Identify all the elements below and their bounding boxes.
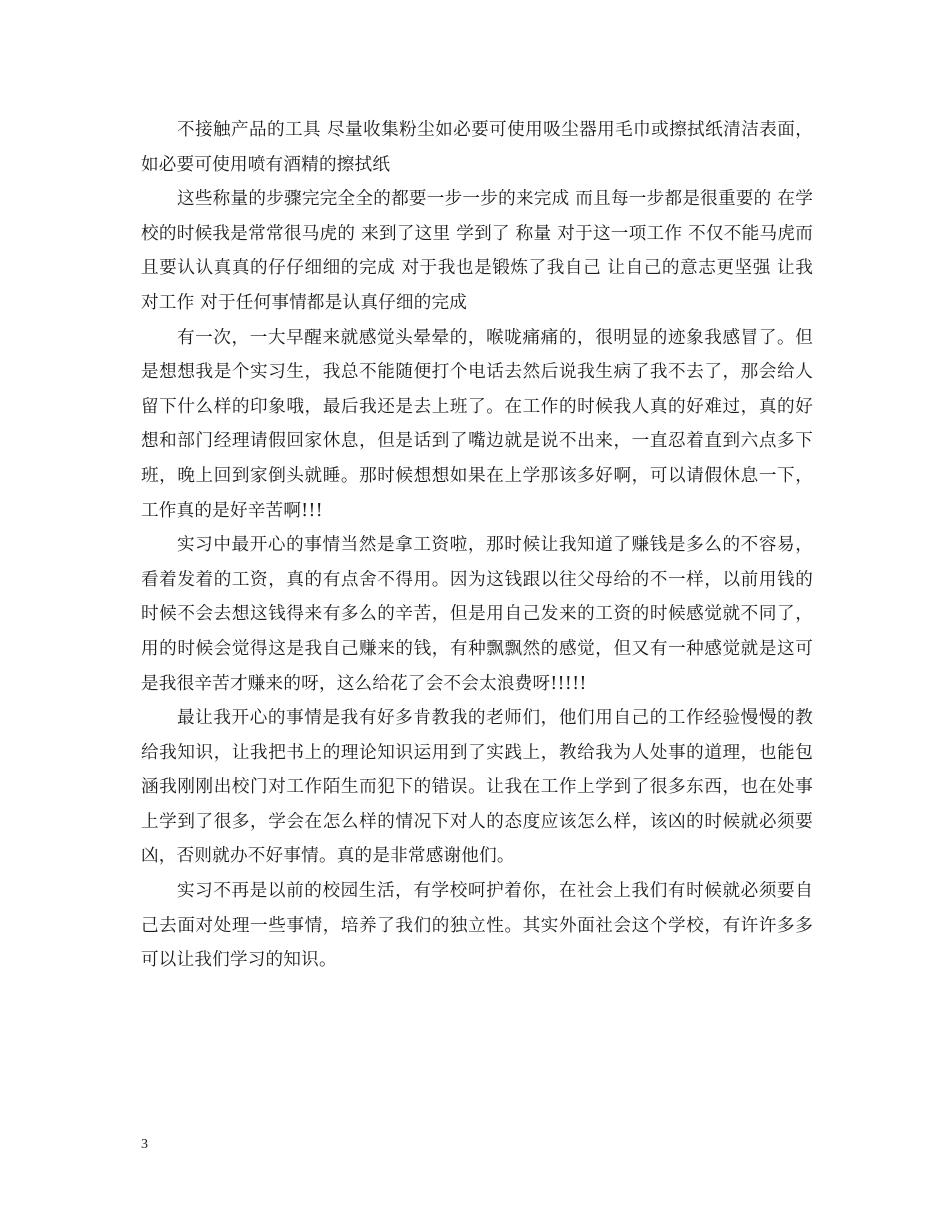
document-body xyxy=(141,113,813,978)
paragraph-6: 实习不再是以前的校园生活，有学校呵护着你，在社会上我们有时候就必须要自己去面对处理一些事情，培养了我们的独立性。其实外面社会这个学校，有许许多多可以让我们学习的知识。 xyxy=(141,881,813,971)
paragraph-1: 不接触产品的工具 尽量收集粉尘如必要可使用吸尘器用毛巾或擦拭纸清洁表面，如必要可使用喷有酒精的擦拭纸 xyxy=(141,120,813,175)
paragraph-4: 实习中最开心的事情当然是拿工资啦，那时候让我知道了赚钱是多么的不容易，看着发着的工资，真的有点舍不得用。因为这钱跟以往父母给的不一样，以前用钱的时候不会去想这钱得来有多么的辛苦，但是用自己发来的工资的时候感觉就不同了，用的时候会觉得这是我自己赚来的钱，有种飘飘然的感觉，但又有一种感觉就是这可是我很辛苦才赚来的呀，这么给花了会不会太浪费呀!!!!! xyxy=(141,535,813,694)
paragraph-2: 这些称量的步骤完完全全的都要一步一步的来完成 而且每一步都是很重要的 在学校的时候我是常常很马虎的 来到了这里 学到了 称量 对于这一项工作 不仅不能马虎而且要认认真真的仔仔细细的完成 对于我也是锻炼了我自己 让自己的意志更坚强 让我对工作 对于任何事情都是认真仔细的完成 xyxy=(141,189,813,313)
paragraph-5: 最让我开心的事情是我有好多肯教我的老师们，他们用自己的工作经验慢慢的教给我知识，让我把书上的理论知识运用到了实践上，教给我为人处事的道理，也能包涵我刚刚出校门对工作陌生而犯下的错误。让我在工作上学到了很多东西，也在处事上学到了很多，学会在怎么样的情况下对人的态度应该怎么样，该凶的时候就必须要凶，否则就办不好事情。真的是非常感谢他们。 xyxy=(141,708,813,867)
paragraph-3: 有一次，一大早醒来就感觉头晕晕的，喉咙痛痛的，很明显的迹象我感冒了。但是想想我是个实习生，我总不能随便打个电话去然后说我生病了我不去了，那会给人留下什么样的印象哦，最后我还是去上班了。在工作的时候我人真的好难过，真的好想和部门经理请假回家休息，但是话到了嘴边就是说不出来，一直忍着直到六点多下班，晚上回到家倒头就睡。那时候想想如果在上学那该多好啊，可以请假休息一下，工作真的是好辛苦啊!!! xyxy=(141,327,813,521)
page-number: 3 xyxy=(141,1137,148,1152)
